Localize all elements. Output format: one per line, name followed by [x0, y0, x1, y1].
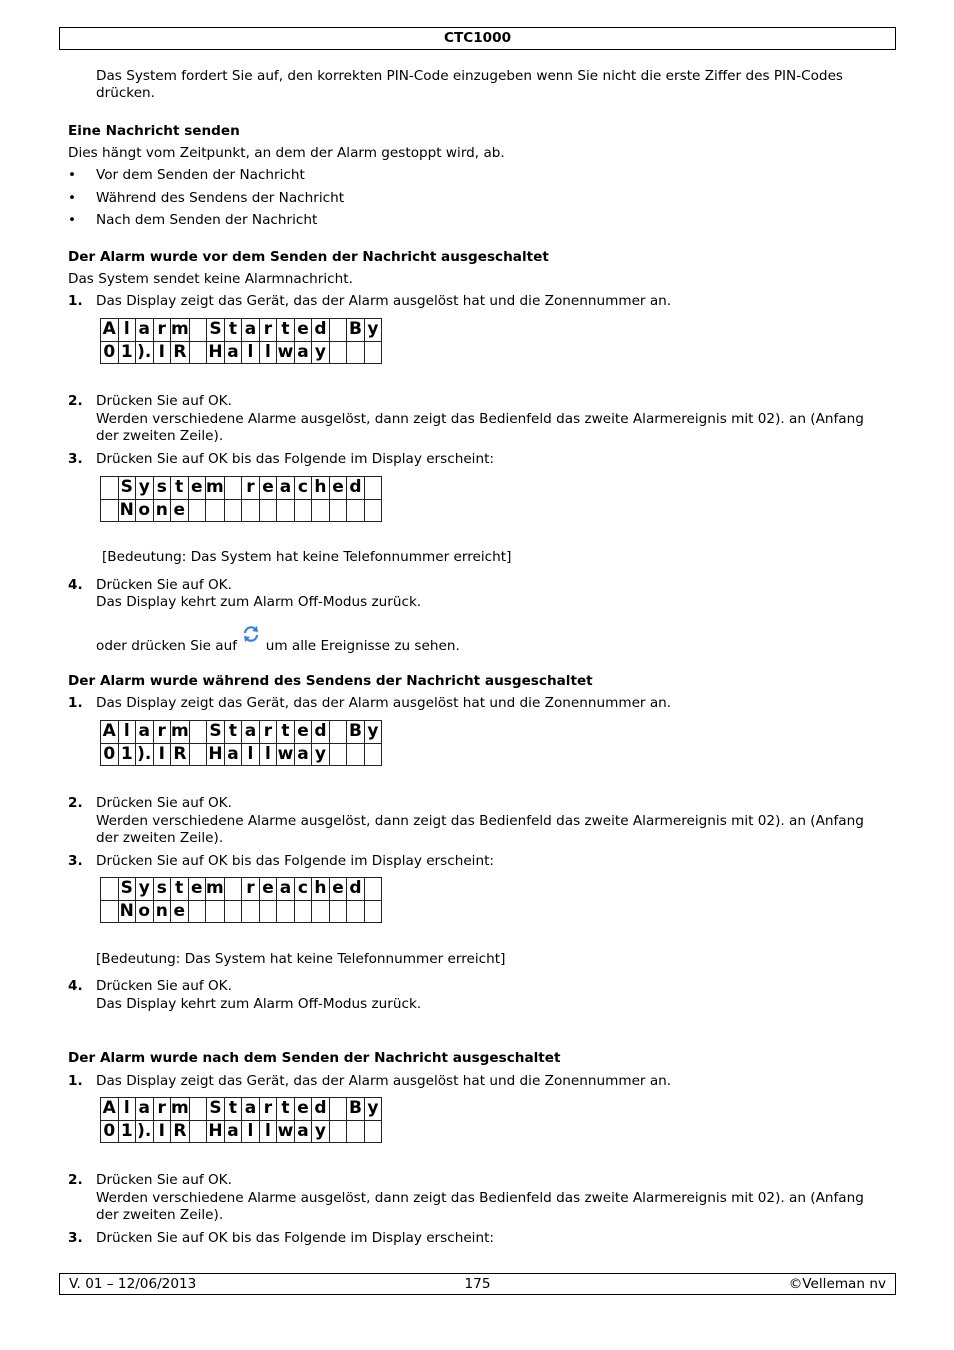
lcd-cell: a	[294, 341, 312, 364]
lcd-cell: e	[259, 878, 277, 901]
step-text: Das Display zeigt das Gerät, das der Alarm ausgelöst hat und die Zonennummer an.	[96, 695, 672, 711]
lcd-cell	[329, 721, 347, 744]
lcd-cell	[206, 900, 225, 923]
meaning-note: [Bedeutung: Das System hat keine Telefonnummer erreicht]	[102, 549, 512, 565]
step-number: 1.	[68, 293, 83, 309]
lcd-cell: c	[294, 878, 312, 901]
lcd-cell	[242, 499, 260, 522]
lcd-cell: 1	[118, 743, 136, 766]
lcd-row	[101, 1098, 382, 1121]
section-text: Dies hängt vom Zeitpunkt, an dem der Alarm gestoppt wird, ab.	[68, 145, 505, 161]
lcd-cell: r	[153, 1098, 171, 1121]
lcd-cell	[347, 499, 365, 522]
lcd-cell: a	[242, 319, 260, 342]
lcd-cell: 1	[118, 341, 136, 364]
lcd-row	[101, 721, 382, 744]
lcd-cell: t	[224, 1098, 242, 1121]
lcd-cell: r	[259, 1098, 277, 1121]
lcd-cell	[189, 743, 207, 766]
lcd-cell: a	[136, 319, 154, 342]
lcd-cell: a	[242, 721, 260, 744]
lcd-cell: H	[208, 1120, 223, 1141]
step-number: 4.	[68, 577, 83, 593]
lcd-cell: d	[312, 1098, 330, 1121]
step-text: Das Display zeigt das Gerät, das der Alarm ausgelöst hat und die Zonennummer an.	[96, 293, 672, 309]
lcd-row	[101, 341, 382, 364]
lcd-cell	[188, 900, 206, 923]
step-number: 3.	[68, 1230, 83, 1246]
lcd-cell: ).	[137, 743, 152, 764]
section-heading-during: Der Alarm wurde während des Sendens der Nachricht ausgeschaltet	[68, 673, 593, 689]
lcd-cell: R	[171, 743, 190, 766]
lcd-cell: y	[312, 1120, 330, 1143]
lcd-cell: e	[329, 477, 347, 500]
lcd-cell	[224, 900, 242, 923]
lcd-cell: y	[364, 1098, 382, 1121]
step-number: 3.	[68, 451, 83, 467]
footer-copyright: ©Velleman nv	[788, 1276, 886, 1292]
step-number: 1.	[68, 1073, 83, 1089]
lcd-cell: n	[153, 499, 171, 522]
lcd-row	[101, 499, 382, 522]
lcd-cell	[101, 900, 119, 923]
lcd-cell	[364, 499, 382, 522]
lcd-cell: m	[206, 878, 224, 899]
step-detail: Werden verschiedene Alarme ausgelöst, dann zeigt das Bedienfeld das zweite Alarmereignis mit 02). an (Anfang der zweiten Zeile).	[96, 1190, 864, 1223]
lcd-cell: a	[277, 878, 295, 901]
lcd-cell: a	[294, 1120, 312, 1143]
alternative-text-before: oder drücken Sie auf	[96, 638, 238, 654]
section-text: Das System sendet keine Alarmnachricht.	[68, 271, 353, 287]
lcd-cell: y	[312, 341, 330, 364]
lcd-cell: ).	[137, 1120, 152, 1141]
lcd-row	[101, 477, 382, 500]
lcd-cell: r	[242, 477, 260, 500]
lcd-cell: m	[171, 721, 189, 742]
step-number: 2.	[68, 393, 83, 409]
refresh-icon	[241, 624, 261, 644]
lcd-cell: l	[259, 341, 277, 364]
lcd-cell: y	[312, 743, 330, 766]
lcd-cell	[347, 341, 365, 364]
lcd-cell: a	[224, 743, 242, 766]
lcd-cell	[206, 499, 225, 522]
lcd-cell	[259, 499, 277, 522]
lcd-cell: y	[136, 878, 154, 901]
step-number: 2.	[68, 1172, 83, 1188]
lcd-cell: N	[119, 499, 134, 520]
step-text: Drücken Sie auf OK.	[96, 978, 232, 994]
list-item: Während des Sendens der Nachricht	[96, 190, 345, 206]
lcd-cell: r	[259, 721, 277, 744]
step-text: Drücken Sie auf OK bis das Folgende im Display erscheint:	[96, 853, 494, 869]
lcd-cell: r	[153, 721, 171, 744]
lcd-cell: H	[208, 743, 223, 764]
lcd-reached-display	[100, 877, 382, 923]
lcd-cell: S	[118, 878, 136, 901]
lcd-cell: m	[206, 477, 224, 498]
lcd-cell: a	[224, 1120, 242, 1143]
lcd-cell	[189, 341, 207, 364]
lcd-cell: a	[294, 743, 312, 766]
lcd-cell: e	[188, 477, 206, 500]
lcd-cell	[189, 721, 207, 744]
lcd-cell: l	[118, 1098, 136, 1121]
lcd-cell: I	[153, 1120, 171, 1143]
lcd-cell: t	[277, 721, 295, 744]
bullet-icon: •	[68, 190, 77, 206]
lcd-cell	[189, 319, 207, 342]
lcd-cell: 0	[101, 743, 119, 766]
lcd-alarm-display	[100, 318, 382, 364]
lcd-cell	[329, 1098, 347, 1121]
lcd-cell: l	[242, 341, 260, 364]
step-detail: Werden verschiedene Alarme ausgelöst, dann zeigt das Bedienfeld das zweite Alarmereignis mit 02). an (Anfang der zweiten Zeile).	[96, 411, 864, 444]
lcd-cell: l	[259, 743, 277, 766]
lcd-cell: B	[347, 721, 365, 744]
lcd-row	[101, 319, 382, 342]
footer-version: V. 01 – 12/06/2013	[69, 1276, 197, 1292]
lcd-cell: h	[312, 477, 330, 500]
lcd-cell	[329, 1120, 347, 1143]
lcd-cell	[259, 900, 277, 923]
lcd-cell: s	[153, 878, 171, 901]
lcd-cell: l	[118, 721, 136, 744]
lcd-cell	[364, 878, 382, 901]
lcd-cell: m	[171, 319, 189, 340]
list-item: Vor dem Senden der Nachricht	[96, 167, 305, 183]
lcd-cell: m	[171, 1098, 189, 1119]
step-number: 3.	[68, 853, 83, 869]
page-header	[59, 27, 896, 50]
step-number: 4.	[68, 978, 83, 994]
lcd-cell	[101, 499, 119, 522]
lcd-cell	[294, 499, 312, 522]
lcd-cell: e	[294, 721, 312, 744]
lcd-cell: y	[364, 721, 382, 744]
lcd-row	[101, 900, 382, 923]
lcd-cell: o	[136, 499, 154, 522]
lcd-cell: c	[294, 477, 312, 500]
lcd-cell: A	[101, 319, 119, 342]
lcd-cell	[277, 499, 295, 522]
lcd-cell: I	[153, 743, 171, 766]
lcd-cell	[189, 1098, 207, 1121]
lcd-cell: e	[329, 878, 347, 901]
lcd-cell: w	[277, 1120, 294, 1141]
lcd-cell: n	[153, 900, 171, 923]
step-detail: Das Display kehrt zum Alarm Off-Modus zurück.	[96, 996, 422, 1012]
lcd-cell	[329, 900, 347, 923]
step-text: Drücken Sie auf OK.	[96, 1172, 232, 1188]
lcd-cell	[242, 900, 260, 923]
lcd-cell: r	[242, 878, 260, 901]
lcd-cell	[329, 499, 347, 522]
lcd-cell: s	[153, 477, 171, 500]
lcd-cell	[329, 319, 347, 342]
lcd-cell: l	[259, 1120, 277, 1143]
step-text: Drücken Sie auf OK.	[96, 393, 232, 409]
lcd-cell	[188, 499, 206, 522]
lcd-cell: w	[277, 341, 294, 362]
lcd-cell: R	[171, 341, 190, 364]
lcd-cell: S	[207, 721, 225, 744]
lcd-cell: t	[277, 319, 295, 342]
lcd-cell: l	[242, 1120, 260, 1143]
lcd-cell: a	[242, 1098, 260, 1121]
lcd-cell	[364, 477, 382, 500]
lcd-cell: r	[259, 319, 277, 342]
lcd-alarm-display	[100, 1097, 382, 1143]
lcd-cell: ).	[137, 341, 152, 362]
section-heading-after: Der Alarm wurde nach dem Senden der Nachricht ausgeschaltet	[68, 1050, 561, 1066]
lcd-cell: S	[207, 1098, 225, 1121]
meaning-note: [Bedeutung: Das System hat keine Telefonnummer erreicht]	[96, 951, 506, 967]
lcd-cell: I	[153, 341, 171, 364]
lcd-cell: A	[101, 721, 119, 744]
lcd-cell: B	[347, 319, 365, 342]
lcd-cell: d	[347, 878, 365, 901]
lcd-row	[101, 1120, 382, 1143]
lcd-cell: w	[277, 743, 294, 764]
lcd-cell: H	[208, 341, 223, 362]
lcd-cell: t	[171, 477, 189, 500]
lcd-cell: S	[207, 319, 225, 342]
lcd-cell: y	[364, 319, 382, 342]
lcd-cell: e	[171, 499, 189, 522]
step-text: Drücken Sie auf OK bis das Folgende im Display erscheint:	[96, 1230, 494, 1246]
lcd-reached-display	[100, 476, 382, 522]
page-footer	[59, 1273, 896, 1295]
lcd-cell: e	[259, 477, 277, 500]
lcd-cell	[364, 341, 382, 364]
lcd-cell	[329, 743, 347, 766]
section-heading-send: Eine Nachricht senden	[68, 123, 240, 139]
list-item: Nach dem Senden der Nachricht	[96, 212, 318, 228]
lcd-cell: 0	[101, 341, 119, 364]
section-heading-before: Der Alarm wurde vor dem Senden der Nachricht ausgeschaltet	[68, 249, 549, 265]
lcd-cell: B	[347, 1098, 365, 1121]
lcd-cell	[347, 1120, 365, 1143]
lcd-cell: e	[171, 900, 189, 923]
lcd-cell	[312, 499, 330, 522]
lcd-cell	[101, 878, 119, 901]
lcd-cell	[364, 1120, 382, 1143]
lcd-cell: t	[171, 878, 189, 901]
lcd-cell: o	[136, 900, 154, 923]
lcd-row	[101, 878, 382, 901]
bullet-icon: •	[68, 212, 77, 228]
lcd-cell	[347, 900, 365, 923]
step-text: Drücken Sie auf OK bis das Folgende im Display erscheint:	[96, 451, 494, 467]
lcd-cell	[312, 900, 330, 923]
lcd-cell: d	[312, 721, 330, 744]
lcd-cell	[347, 743, 365, 766]
lcd-cell	[294, 900, 312, 923]
lcd-row	[101, 743, 382, 766]
lcd-cell: e	[294, 319, 312, 342]
lcd-cell: S	[118, 477, 136, 500]
step-text: Das Display zeigt das Gerät, das der Alarm ausgelöst hat und die Zonennummer an.	[96, 1073, 672, 1089]
lcd-cell: R	[171, 1120, 190, 1143]
lcd-cell: 0	[101, 1120, 119, 1143]
lcd-cell: 1	[118, 1120, 136, 1143]
step-detail: Das Display kehrt zum Alarm Off-Modus zurück.	[96, 594, 422, 610]
lcd-cell	[224, 477, 242, 500]
lcd-cell: l	[242, 743, 260, 766]
lcd-cell: d	[312, 319, 330, 342]
lcd-cell	[364, 743, 382, 766]
lcd-cell: y	[136, 477, 154, 500]
step-number: 2.	[68, 795, 83, 811]
lcd-cell	[364, 900, 382, 923]
lcd-cell: A	[101, 1098, 119, 1121]
lcd-cell: t	[224, 721, 242, 744]
lcd-cell: h	[312, 878, 330, 901]
lcd-cell	[224, 878, 242, 901]
lcd-cell: a	[136, 721, 154, 744]
lcd-cell: d	[347, 477, 365, 500]
lcd-cell	[224, 499, 242, 522]
lcd-cell: a	[136, 1098, 154, 1121]
lcd-cell: e	[294, 1098, 312, 1121]
document-title: CTC1000	[443, 30, 512, 46]
lcd-cell	[101, 477, 119, 500]
alternative-text	[96, 632, 866, 655]
lcd-cell: a	[224, 341, 242, 364]
step-number: 1.	[68, 695, 83, 711]
step-text: Drücken Sie auf OK.	[96, 795, 232, 811]
alternative-text-after: um alle Ereignisse zu sehen.	[265, 638, 460, 654]
lcd-cell	[189, 1120, 207, 1143]
lcd-cell: N	[119, 900, 134, 921]
lcd-cell: t	[277, 1098, 295, 1121]
lcd-cell: a	[277, 477, 295, 500]
step-text: Drücken Sie auf OK.	[96, 577, 232, 593]
lcd-cell: e	[188, 878, 206, 901]
lcd-cell: r	[153, 319, 171, 342]
step-detail: Werden verschiedene Alarme ausgelöst, dann zeigt das Bedienfeld das zweite Alarmereignis mit 02). an (Anfang der zweiten Zeile).	[96, 813, 864, 846]
lcd-cell	[329, 341, 347, 364]
page-number: 175	[464, 1276, 491, 1292]
intro-text: Das System fordert Sie auf, den korrekten PIN-Code einzugeben wenn Sie nicht die erste Ziffer des PIN-Codes drücken.	[96, 68, 844, 101]
lcd-cell: t	[224, 319, 242, 342]
lcd-cell: l	[118, 319, 136, 342]
lcd-alarm-display	[100, 720, 382, 766]
bullet-icon: •	[68, 167, 77, 183]
lcd-cell	[277, 900, 295, 923]
